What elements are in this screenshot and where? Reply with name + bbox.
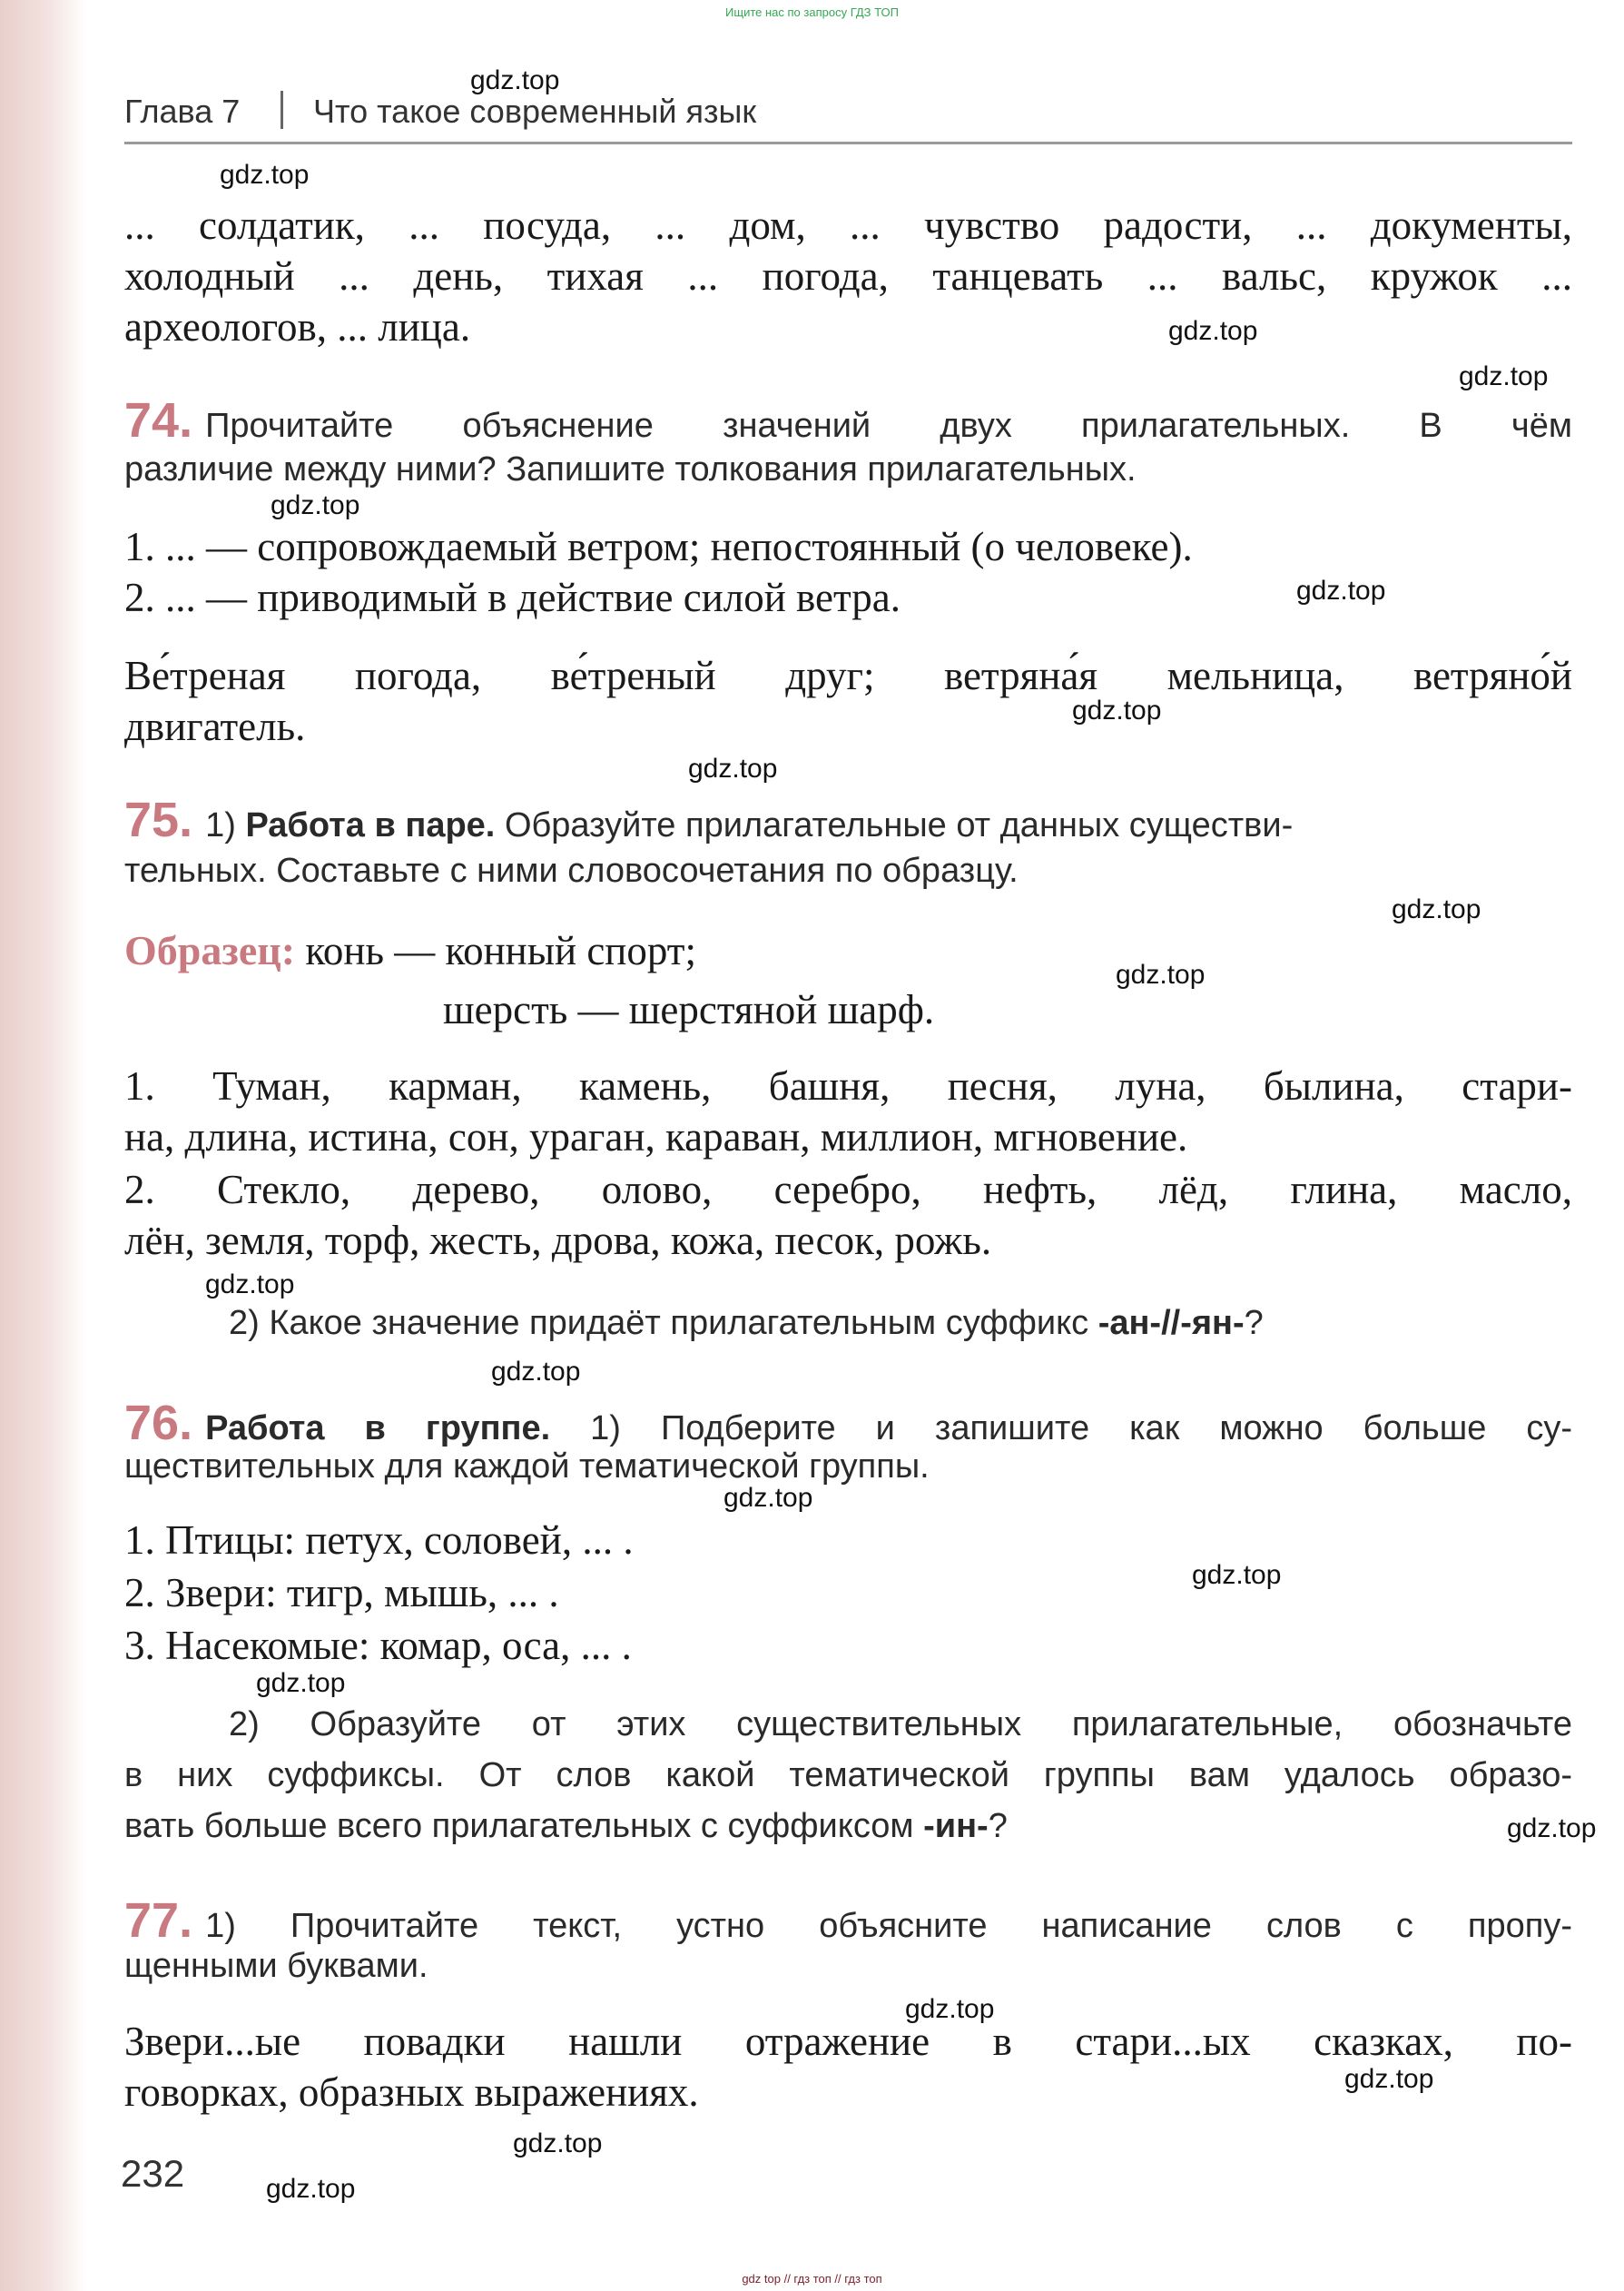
watermark: gdz.top [513, 2128, 603, 2158]
question-line: 2) Какое значение придаёт прилагательным суффикс -ан-//-ян-? [229, 1304, 1264, 1342]
watermark: gdz.top [220, 160, 310, 190]
page-number: 232 [121, 2152, 185, 2195]
watermark: gdz.top [256, 1668, 346, 1698]
watermark: gdz.top [1168, 316, 1258, 346]
list-item: 2. Звери: тигр, мышь, ... . [124, 1570, 559, 1615]
sample-line: Образец: конь — конный спорт; [124, 927, 696, 973]
chapter-title: Что такое современный язык [313, 93, 757, 130]
watermark: gdz.top [205, 1269, 295, 1299]
watermark: gdz.top [1296, 576, 1386, 606]
list-item: 2. Стекло, дерево, олово, серебро, нефть, лёд, глина, масло, [124, 1167, 1572, 1212]
text-line: ществительных для каждой тематической группы. [124, 1447, 930, 1486]
text-line: холодный ... день, тихая ... погода, танцевать ... вальс, кружок ... [124, 253, 1572, 299]
sample-label: Образец: [124, 927, 296, 973]
task-label: Работа в группе. [205, 1409, 551, 1447]
exercise-number: 74. [124, 393, 193, 448]
exercise-74-task: 74. Прочитайте объяснение значений двух прилагательных. В чём [124, 393, 1572, 448]
watermark: gdz.top [470, 65, 560, 95]
watermark: gdz.top [271, 490, 360, 520]
watermark: gdz.top [1344, 2064, 1434, 2094]
exercise-number: 75. [124, 793, 193, 847]
text-line: двигатель. [124, 704, 306, 749]
top-note: Ищите нас по запросу ГДЗ ТОП [725, 5, 899, 19]
text-line: в них суффиксы. От слов какой тематической группы вам удалось образо- [124, 1756, 1572, 1794]
watermark: gdz.top [688, 754, 778, 784]
watermark: gdz.top [1116, 960, 1206, 990]
watermark: gdz.top [723, 1483, 813, 1513]
text-line: Звери...ые повадки нашли отражение в стари...ых сказках, по- [124, 2019, 1572, 2064]
watermark: gdz.top [1072, 696, 1162, 726]
list-item: 2. ... — приводимый в действие силой ветра. [124, 575, 901, 620]
list-item: 1. Птицы: петух, соловей, ... . [124, 1517, 634, 1563]
exercise-76-task: 76. Работа в группе. 1) Подберите и запишите как можно больше су- [124, 1396, 1572, 1450]
watermark: gdz.top [1507, 1813, 1597, 1843]
question-line: 2) Образуйте от этих существительных прилагательные, обозначьте [229, 1705, 1572, 1743]
watermark: gdz.top [1459, 361, 1549, 391]
text-line: лён, земля, торф, жесть, дрова, кожа, песок, рожь. [124, 1218, 992, 1263]
watermark: gdz.top [491, 1357, 581, 1387]
sample-line: шерсть — шерстяной шарф. [443, 987, 935, 1032]
text-line: тельных. Составьте с ними словосочетания по образцу. [124, 852, 1019, 890]
list-item: 1. ... — сопровождаемый ветром; непостоянный (о человеке). [124, 524, 1193, 569]
text-line: археологов, ... лица. [124, 304, 471, 350]
watermark: gdz.top [905, 1994, 995, 2024]
text-line: щенными буквами. [124, 1947, 428, 1985]
running-header [124, 89, 1572, 144]
text-line: на, длина, истина, сон, ураган, караван, миллион, мгновение. [124, 1114, 1188, 1160]
list-item: 1. Туман, карман, камень, башня, песня, луна, былина, стари- [124, 1063, 1572, 1109]
bottom-note: gdz top // гдз топ // гдз топ [742, 2272, 882, 2286]
watermark: gdz.top [1192, 1560, 1282, 1590]
header-separator [281, 91, 283, 129]
text-line: ... солдатик, ... посуда, ... дом, ... чувство радости, ... документы, [124, 202, 1572, 248]
exercise-number: 77. [124, 1893, 193, 1948]
task-label: Работа в паре. [245, 806, 496, 844]
list-item: 3. Насекомые: комар, оса, ... . [124, 1623, 632, 1668]
text-line: говорках, образных выражениях. [124, 2069, 699, 2115]
page-edge-shadow [0, 0, 86, 2291]
chapter-label: Глава 7 [124, 93, 241, 130]
suffix: -ин- [923, 1807, 989, 1845]
watermark: gdz.top [266, 2174, 356, 2204]
text-line: вать больше всего прилагательных с суффиксом -ин-? [124, 1807, 1008, 1845]
exercise-number: 76. [124, 1396, 193, 1450]
text-line: Ве́треная погода, ве́треный друг; ветряна́я мельница, ветряно́й [124, 653, 1572, 698]
exercise-75-task: 75. 1) Работа в паре. Образуйте прилагательные от данных существи- [124, 793, 1294, 847]
suffix: -ан-//-ян- [1097, 1304, 1245, 1342]
watermark: gdz.top [1392, 894, 1481, 924]
exercise-77-task: 77. 1) Прочитайте текст, устно объясните написание слов с пропу- [124, 1893, 1572, 1948]
text-line: различие между ними? Запишите толкования прилагательных. [124, 450, 1137, 489]
